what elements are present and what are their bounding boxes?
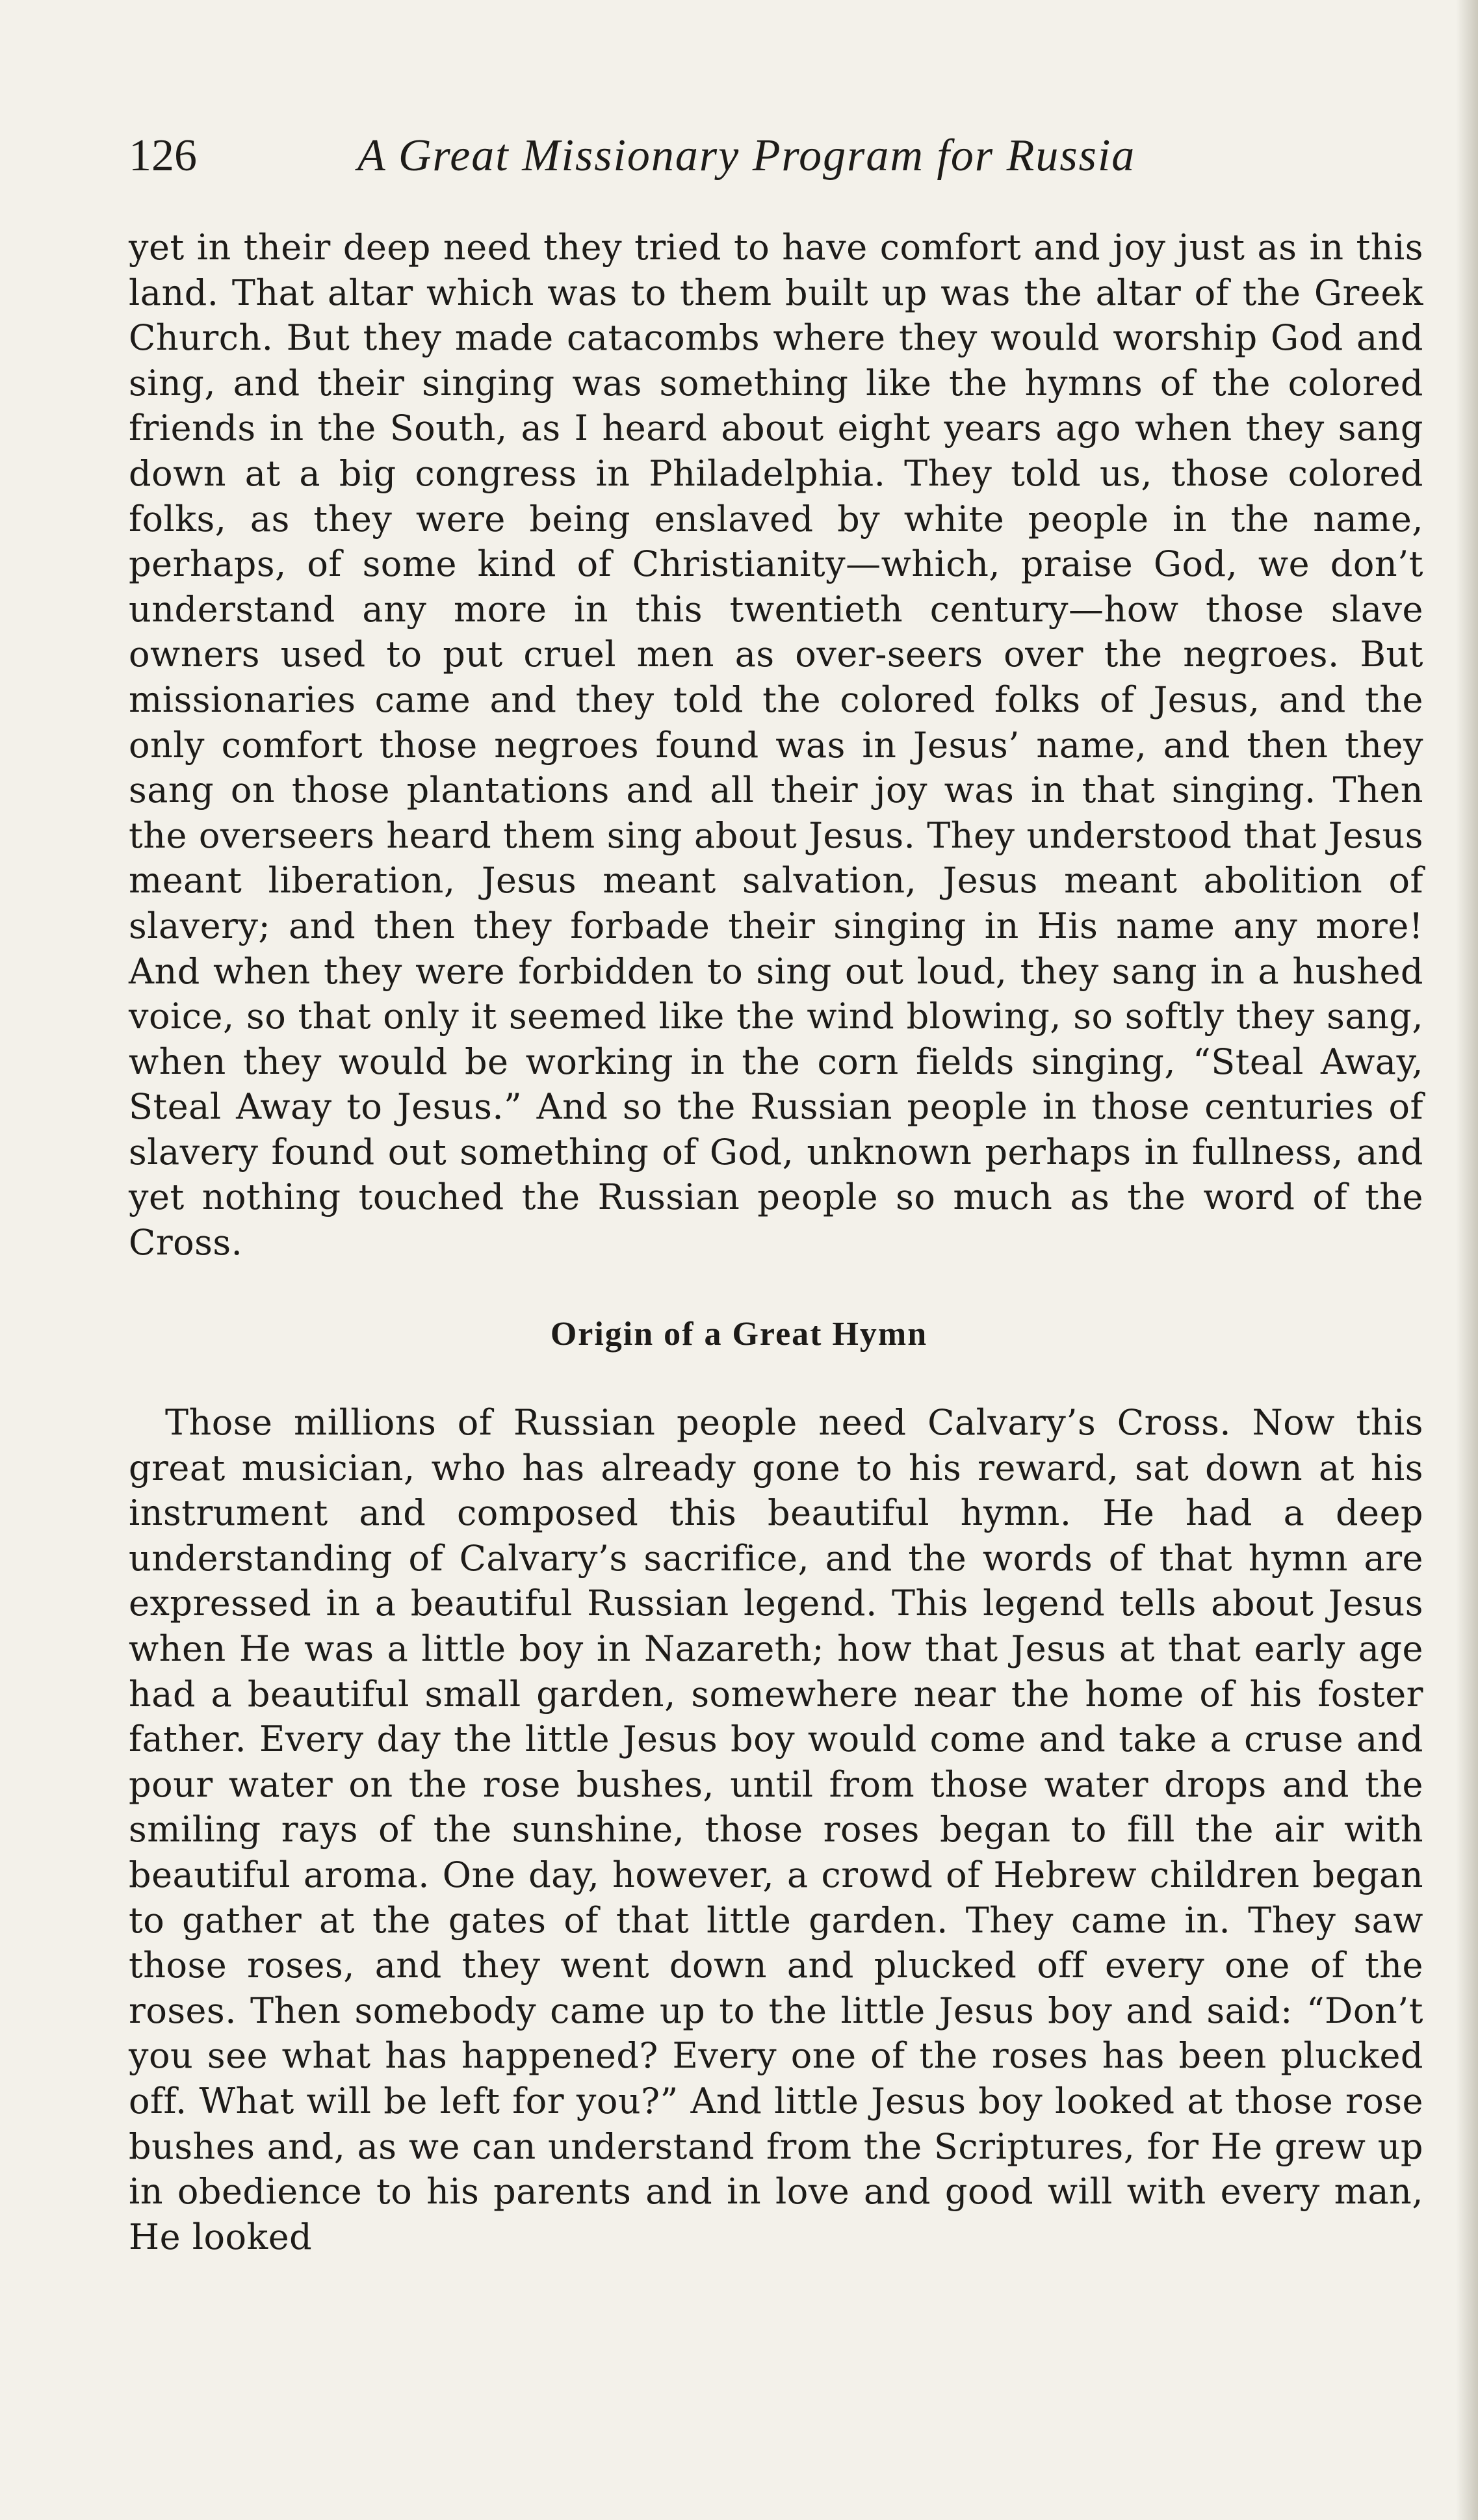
body-text-section-2 (129, 1400, 1423, 2259)
page-edge-shadow (1456, 0, 1478, 2520)
paragraph-1: yet in their deep need they tried to have comfort and joy just as in this land. That altar which was to them built up was the altar of the Greek Church. But they made catacombs where they would worship God and sing, and their singing was something like the hymns of the colored friends in the South, as I heard about eight years ago when they sang down at a big congress in Philadelphia. They told us, those colored folks, as they were being enslaved by white people in the name, perhaps, of some kind of Christianity—which, praise God, we don’t understand any more in this twentieth century—how those slave owners used to put cruel men as over-seers over the negroes. But missionaries came and they told the colored folks of Jesus, and the only comfort those negroes found was in Jesus’ name, and then they sang on those plantations and all their joy was in that singing. Then the overseers heard them sing about Jesus. They understood that Jesus meant liberation, Jesus meant salvation, Jesus meant abolition of slavery; and then they forbade their singing in His name any more! And when they were forbidden to sing out loud, they sang in a hushed voice, so that only it seemed like the wind blowing, so softly they sang, when they would be working in the corn fields singing, “Steal Away, Steal Away to Jesus.” And so the Russian people in those centuries of slavery found out something of God, unknown perhaps in fullness, and yet nothing touched the Russian people so much as the word of the Cross. (129, 227, 1423, 1264)
running-title: A Great Missionary Program for Russia (357, 131, 1136, 181)
section-heading: Origin of a Great Hymn (550, 1316, 928, 1353)
body-text-section-1 (129, 225, 1423, 1266)
paragraph-2: Those millions of Russian people need Calvary’s Cross. Now this great musician, who has already gone to his reward, sat down at his instrument and composed this beautiful hymn. He had a deep understanding of Calvary’s sacrifice, and the words of that hymn are expressed in a beautiful Russian legend. This legend tells about Jesus when He was a little boy in Nazareth; how that Jesus at that early age had a beautiful small garden, somewhere near the home of his foster father. Every day the little Jesus boy would come and take a cruse and pour water on the rose bushes, until from those water drops and the smiling rays of the sunshine, those roses began to fill the air with beautiful aroma. One day, however, a crowd of Hebrew children began to gather at the gates of that little garden. They came in. They saw those roses, and they went down and plucked off every one of the roses. Then somebody came up to the little Jesus boy and said: “Don’t you see what has happened? Every one of the roses has been plucked off. What will be left for you?” And little Jesus boy looked at those rose bushes and, as we can understand from the Scriptures, for He grew up in obedience to his parents and in love and good will with every man, He looked (129, 1402, 1423, 2257)
page-header (129, 120, 1201, 192)
page-number: 126 (129, 131, 197, 181)
